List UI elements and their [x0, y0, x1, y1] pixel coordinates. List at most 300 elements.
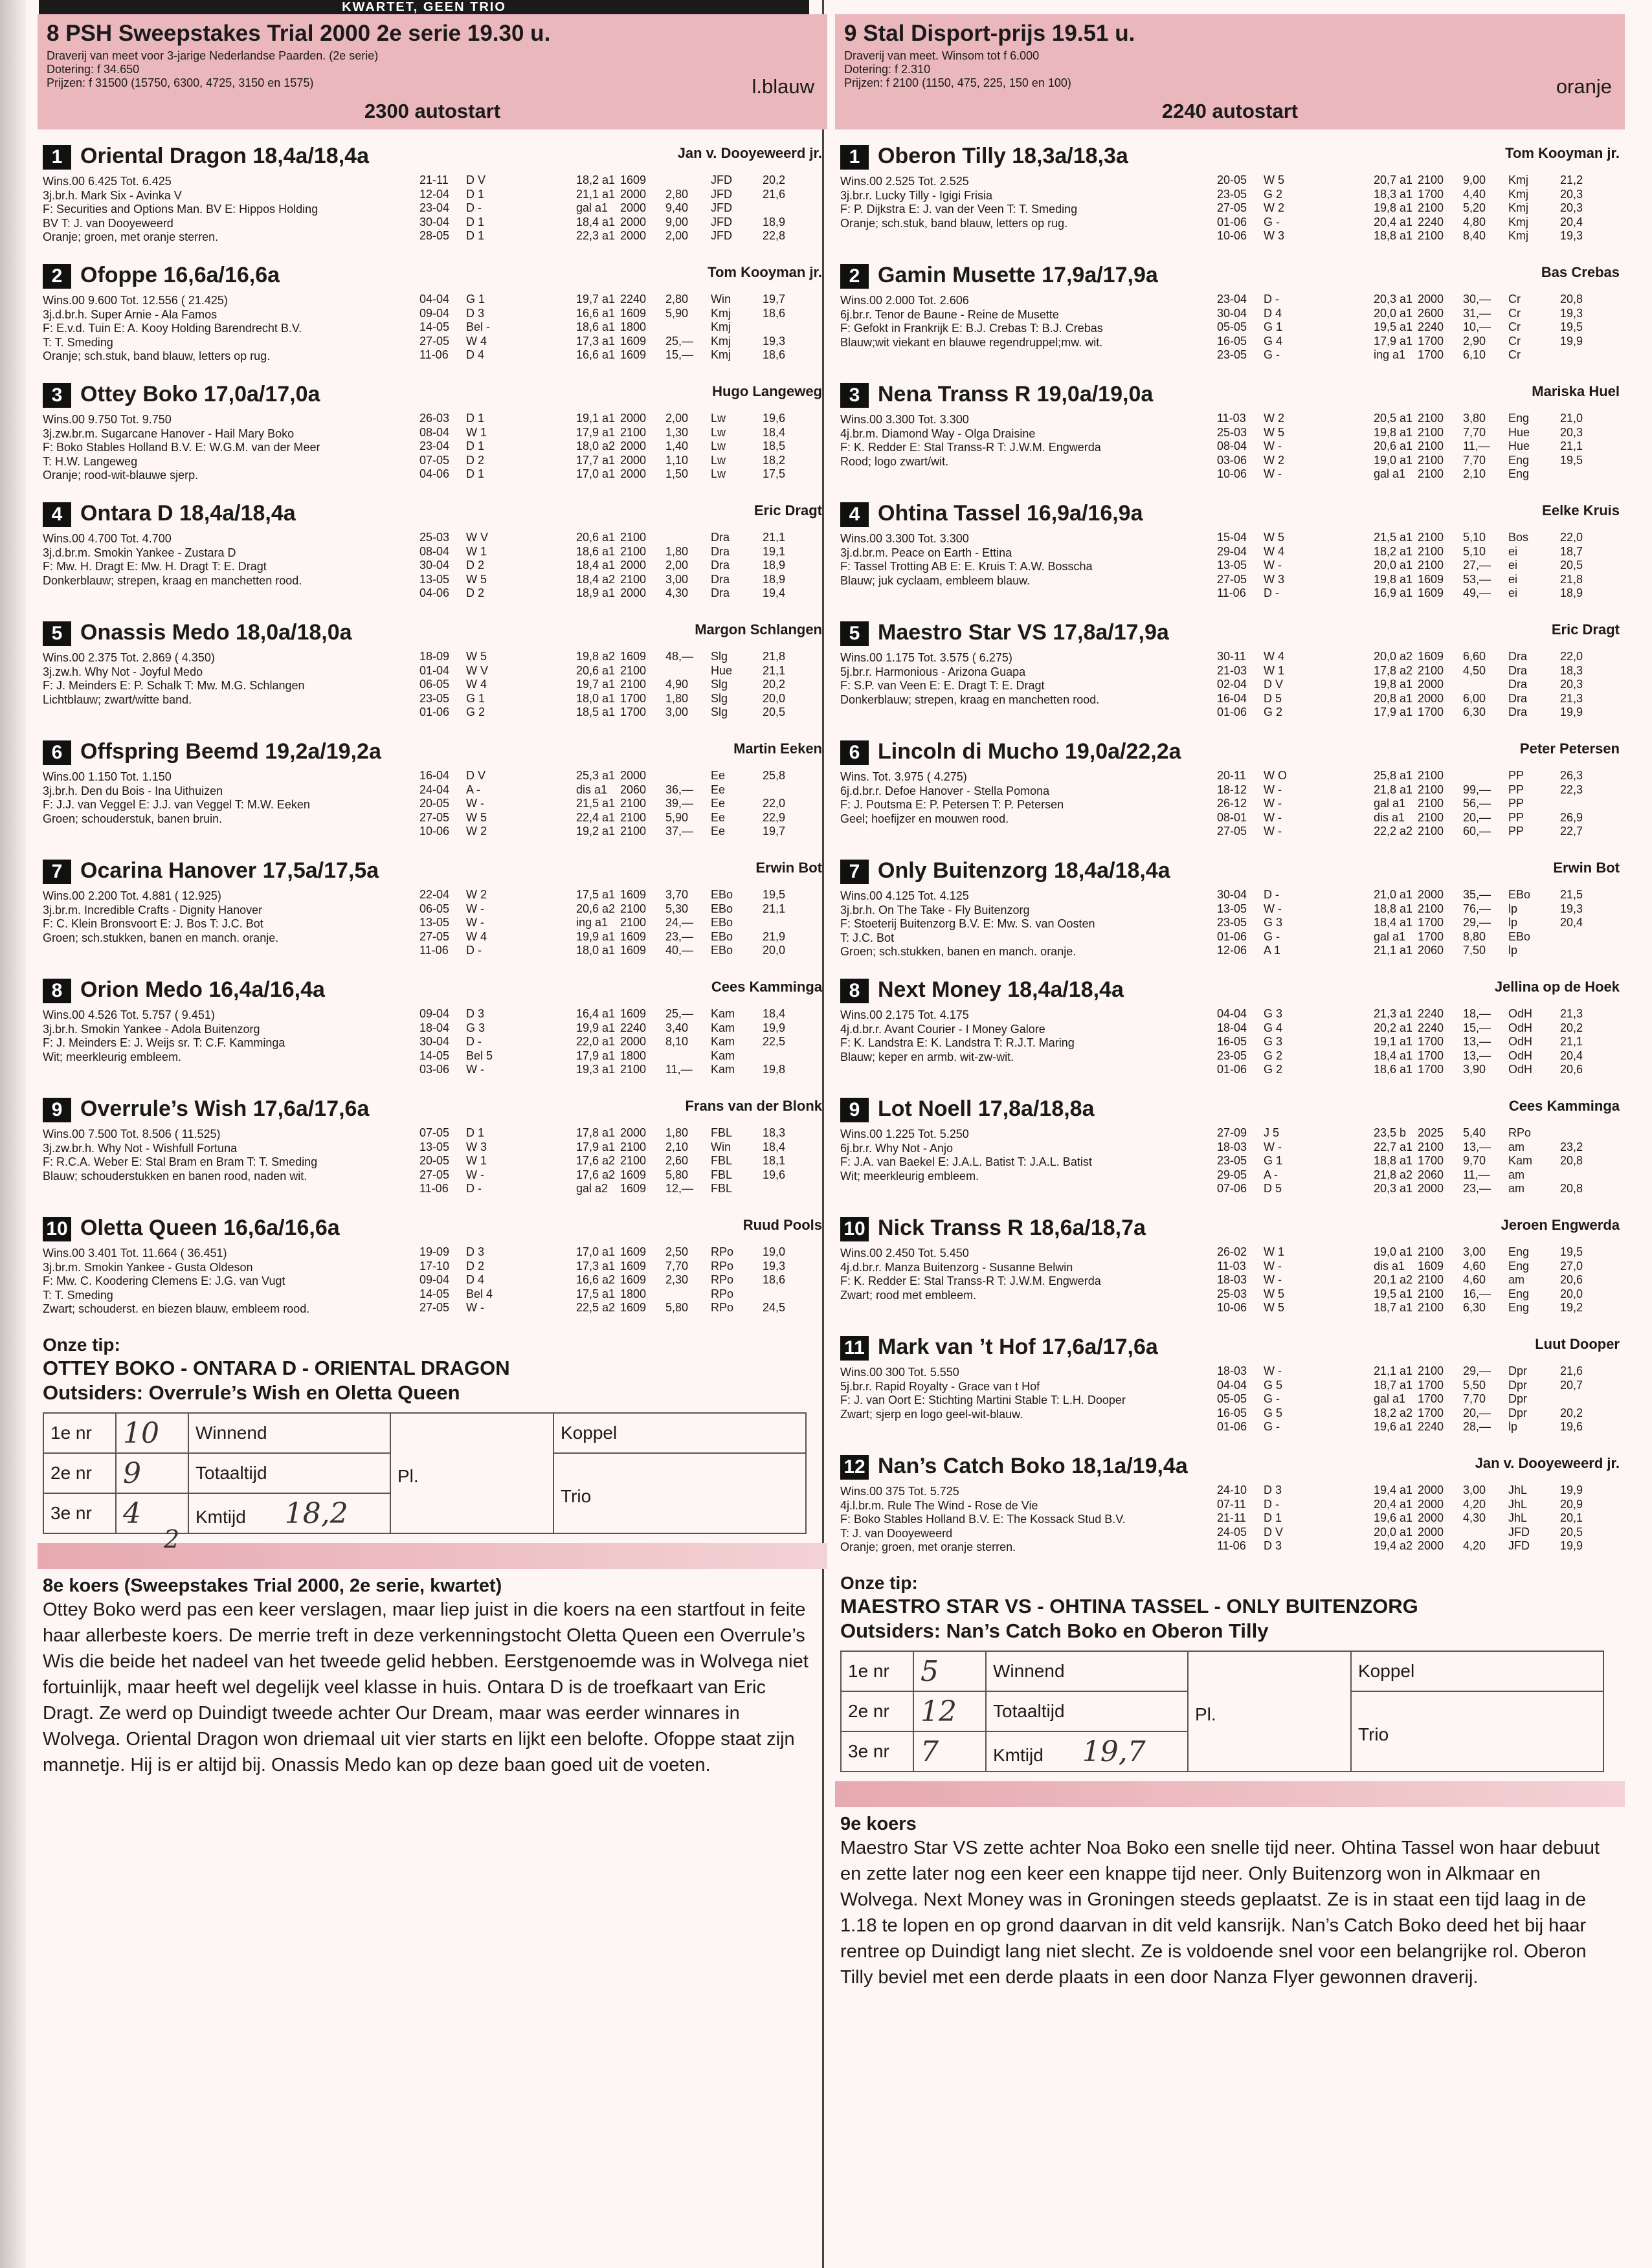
- horse-info-line: Groen; schouderstuk, banen bruin.: [43, 812, 223, 825]
- start-row: [419, 797, 785, 811]
- start-cell: 2,10: [1463, 467, 1486, 480]
- start-cell: 20,2 a1: [1374, 1021, 1413, 1034]
- horse-entry: [38, 971, 827, 1090]
- start-cell: 23-05: [419, 691, 450, 705]
- start-row: [419, 586, 785, 601]
- start-cell: Eng: [1508, 412, 1530, 425]
- start-number: 1: [840, 145, 869, 170]
- start-cell: 20,8: [1560, 293, 1583, 306]
- handwritten-first: 5: [913, 1651, 986, 1691]
- start-row: [1217, 706, 1583, 720]
- start-cell: 2240: [1418, 1420, 1444, 1433]
- pl-label: Pl.: [390, 1413, 553, 1533]
- horse-info: [43, 532, 412, 588]
- start-row: [419, 769, 785, 783]
- horse-info-line: T: T. Smeding: [43, 335, 113, 349]
- horse-info-line: 3j.br.h. Den du Bois - Ina Uithuizen: [43, 784, 223, 797]
- start-cell: 2100: [1418, 1287, 1444, 1300]
- horse-info: [43, 1008, 412, 1064]
- start-cell: 18,6: [763, 348, 786, 361]
- start-cell: 6,10: [1463, 348, 1486, 361]
- start-cell: 18,4 a2: [576, 572, 616, 586]
- start-cell: am: [1508, 1140, 1525, 1153]
- start-cell: G 5: [1264, 1378, 1283, 1392]
- start-cell: W -: [1264, 902, 1282, 915]
- horse-info-line: Wins.00 300 Tot. 5.550: [840, 1366, 959, 1379]
- start-cell: 21,1 a1: [1374, 1364, 1413, 1377]
- start-cell: 18,7 a1: [1374, 1378, 1413, 1392]
- start-cell: 26,9: [1560, 810, 1583, 824]
- recent-starts: [419, 650, 785, 720]
- start-cell: 21,5 a1: [576, 797, 616, 810]
- start-cell: ei: [1508, 586, 1518, 599]
- start-cell: 1800: [620, 1049, 647, 1062]
- start-cell: 18,7 a1: [1374, 1301, 1413, 1314]
- driver-name: Bas Crebas: [1541, 264, 1620, 280]
- horse-info-line: 3j.br.h. On The Take - Fly Buitenzorg: [840, 903, 1030, 917]
- horse-name-text: Only Buitenzorg 18,4a/18,4a: [878, 858, 1170, 883]
- start-cell: 26-02: [1217, 1245, 1247, 1258]
- start-cell: 2100: [1418, 663, 1444, 677]
- start-cell: 19-09: [419, 1245, 450, 1258]
- start-cell: 29-04: [1217, 544, 1247, 558]
- start-cell: 19,6 a1: [1374, 1420, 1413, 1433]
- horse-name: [840, 620, 1169, 646]
- start-cell: 2100: [1418, 825, 1444, 838]
- start-cell: 01-06: [1217, 215, 1247, 228]
- start-cell: 2100: [620, 572, 647, 586]
- start-cell: EBo: [711, 929, 733, 943]
- start-cell: D -: [466, 944, 482, 957]
- start-cell: 20,8 a1: [1374, 691, 1413, 705]
- start-cell: W -: [1264, 1140, 1282, 1153]
- horse-name-text: Lot Noell 17,8a/18,8a: [878, 1096, 1095, 1121]
- start-cell: 19,9: [1560, 1484, 1583, 1496]
- horse-info-line: Wins.00 3.401 Tot. 11.664 ( 36.451): [43, 1247, 227, 1260]
- top-banner: KWARTET, GEEN TRIO: [39, 0, 809, 14]
- start-row: [419, 944, 785, 958]
- start-cell: G 2: [1264, 706, 1283, 718]
- start-cell: 23,—: [665, 929, 694, 943]
- start-cell: Eng: [1508, 467, 1530, 480]
- horse-info-line: Wins.00 4.526 Tot. 5.757 ( 9.451): [43, 1008, 215, 1021]
- start-row: [1217, 559, 1583, 573]
- start-cell: 21,3: [1560, 1007, 1583, 1020]
- start-row: [419, 188, 785, 202]
- horse-info-line: 6j.br.r. Why Not - Anjo: [840, 1141, 954, 1155]
- start-row: [1217, 944, 1583, 958]
- start-cell: 2100: [1418, 201, 1444, 214]
- start-cell: W -: [1264, 810, 1282, 824]
- start-cell: 21,0 a1: [1374, 888, 1413, 901]
- start-cell: G 5: [1264, 1406, 1283, 1419]
- horse-entry: [38, 852, 827, 971]
- start-cell: JhL: [1508, 1511, 1528, 1524]
- start-cell: Lw: [711, 439, 726, 452]
- start-cell: 2100: [620, 1154, 647, 1167]
- start-cell: 2000: [620, 559, 647, 572]
- start-cell: 19,8 a2: [576, 650, 616, 663]
- horse-name-text: Overrule’s Wish 17,6a/17,6a: [80, 1096, 370, 1121]
- horse-name: [43, 620, 352, 646]
- recent-starts: [1217, 1484, 1583, 1553]
- start-cell: 19,9: [763, 1021, 786, 1034]
- start-cell: 18,2 a2: [1374, 1406, 1413, 1419]
- start-row: [1217, 1484, 1583, 1498]
- start-cell: 1,80: [665, 544, 689, 558]
- start-cell: 18,3: [1560, 663, 1583, 677]
- start-cell: W -: [1264, 1364, 1282, 1377]
- horse-info-line: 3j.zw.h. Why Not - Joyful Medo: [43, 665, 203, 678]
- start-cell: 30-04: [1217, 306, 1247, 320]
- start-row: [419, 1245, 785, 1260]
- start-cell: 8,10: [665, 1035, 689, 1048]
- start-cell: W 1: [466, 544, 487, 558]
- start-cell: EBo: [711, 944, 733, 957]
- start-cell: 2240: [1418, 1021, 1444, 1034]
- start-cell: 19,8 a1: [1374, 201, 1413, 214]
- horse-name: [840, 382, 1153, 408]
- start-cell: [1463, 678, 1508, 692]
- horse-info-line: 3j.br.r. Lucky Tilly - Igigi Frisia: [840, 188, 993, 202]
- start-cell: G 2: [1264, 1049, 1283, 1062]
- start-cell: 22,3: [1560, 783, 1583, 796]
- horse-info-line: F: K. Landstra E: K. Landstra T: R.J.T. Maring: [840, 1036, 1075, 1049]
- start-row: [419, 439, 785, 454]
- start-cell: 18-09: [419, 650, 450, 663]
- start-cell: 23-05: [1217, 348, 1247, 361]
- start-cell: Kam: [711, 1035, 735, 1048]
- horse-name: [43, 1096, 369, 1122]
- start-cell: 18,8 a1: [1374, 1154, 1413, 1167]
- handwritten-first: 10: [116, 1413, 188, 1453]
- horse-entry: [835, 137, 1625, 256]
- horse-name: [43, 858, 379, 884]
- race-description: Draverij van meet. Winsom tot f 6.000: [844, 49, 1040, 62]
- start-cell: 2,10: [665, 1140, 689, 1153]
- start-cell: 17,5 a1: [576, 1287, 616, 1300]
- horse-entry: [835, 733, 1625, 852]
- start-cell: 2100: [1418, 810, 1444, 824]
- horse-info-line: 6j.d.br.r. Defoe Hanover - Stella Pomona: [840, 784, 1050, 797]
- start-cell: 19,0 a1: [1374, 1245, 1413, 1258]
- start-cell: 2100: [1418, 412, 1444, 425]
- start-cell: 21,1: [763, 902, 786, 915]
- start-cell: Slg: [711, 706, 728, 718]
- start-cell: 21,5: [1560, 888, 1583, 901]
- driver-name: Frans van der Blonk: [685, 1098, 822, 1114]
- start-cell: W -: [1264, 467, 1282, 480]
- start-cell: 29,—: [1463, 916, 1491, 929]
- start-number: 10: [43, 1217, 71, 1241]
- start-cell: 22,7: [1560, 825, 1583, 838]
- start-cell: RPo: [711, 1259, 734, 1273]
- start-cell: 24,5: [763, 1301, 786, 1314]
- start-cell: 09-04: [419, 306, 450, 320]
- start-cell: 5,30: [665, 902, 689, 915]
- start-cell: 6,00: [1463, 691, 1486, 705]
- start-cell: 2000: [1418, 1497, 1444, 1511]
- start-cell: Win: [711, 293, 731, 306]
- comment-text: Ottey Boko werd pas een keer verslagen, maar liep juist in die koers na een startfout in feite haar allerbeste koers. De merrie treft in deze verkenningstocht Oletta Queen een Overrule’s Wis die beide het nadeel van het tweede gelid hebben. Eerstgenoemde was in Wolvega niet fortuinlijk, maar heeft wel degelijk veel klasse in huis. Ontara D is de troefkaart van Eric Dragt. Ze werd op Duindigt tweede achter Our Dream, maar was eerder winnares in Wolvega. Oriental Dragon won driemaal uit vier starts en lijkt een belofte. Ofoppe staat zijn mannetje. Hij is er altijd bij. Onassis Medo kan op deze baan goed uit de voeten.: [43, 1599, 809, 1775]
- start-cell: Dpr: [1508, 1364, 1528, 1377]
- recent-starts: [419, 293, 785, 362]
- start-row: [1217, 1498, 1583, 1512]
- start-row: [1217, 692, 1583, 706]
- start-cell: 19,3: [763, 334, 786, 348]
- start-row: [419, 1007, 785, 1021]
- start-cell: 7,70: [665, 1259, 689, 1273]
- start-cell: 18,6 a1: [1374, 1063, 1413, 1076]
- horse-name: [840, 858, 1170, 884]
- start-cell: 21,6: [763, 187, 786, 201]
- start-cell: Slg: [711, 678, 728, 691]
- start-cell: Dra: [711, 544, 730, 558]
- horse-entry: [38, 1209, 827, 1328]
- start-cell: 4,20: [1463, 1539, 1486, 1552]
- start-cell: Kmj: [1508, 229, 1528, 242]
- start-cell: JFD: [711, 229, 732, 242]
- start-row: [1217, 1539, 1583, 1553]
- row-label: 1e nr: [43, 1413, 116, 1453]
- horse-info-line: T: H.W. Langeweg: [43, 454, 138, 468]
- start-cell: W 2: [466, 888, 487, 901]
- start-row: [419, 1273, 785, 1287]
- start-cell: 1700: [1418, 187, 1444, 201]
- start-cell: 2000: [1418, 1182, 1444, 1195]
- start-cell: 17,9 a1: [576, 1049, 616, 1062]
- start-cell: JhL: [1508, 1497, 1528, 1511]
- start-cell: 21,8 a1: [1374, 783, 1413, 796]
- start-row: [1217, 1301, 1583, 1315]
- start-cell: gal a1: [1374, 929, 1406, 943]
- horse-info-line: 4j.d.br.r. Manza Buitenzorg - Susanne Belwin: [840, 1260, 1073, 1274]
- start-cell: 13,—: [1463, 1140, 1491, 1153]
- horse-name-text: Mark van ’t Hof 17,6a/17,6a: [878, 1335, 1158, 1359]
- start-row: [1217, 201, 1583, 216]
- start-row: [1217, 930, 1583, 944]
- handwritten-fourth: 2: [164, 1525, 180, 1553]
- start-cell: 16-04: [1217, 691, 1247, 705]
- horse-info-line: F: J. Poutsma E: P. Petersen T: P. Petersen: [840, 798, 1064, 811]
- horse-info: [43, 1128, 412, 1183]
- start-cell: 21-11: [1217, 1511, 1246, 1524]
- horse-info-line: F: S.P. van Veen E: E. Dragt T: E. Dragt: [840, 679, 1045, 692]
- recent-starts: [1217, 173, 1583, 243]
- start-cell: 22,8: [763, 229, 786, 242]
- start-cell: 18,9: [1560, 586, 1583, 599]
- horse-name: [43, 977, 325, 1003]
- start-cell: W 5: [466, 810, 487, 824]
- start-cell: 05-05: [1217, 1392, 1247, 1405]
- start-cell: W 1: [466, 1154, 487, 1167]
- start-cell: W 5: [1264, 531, 1285, 544]
- start-cell: 1700: [1418, 1406, 1444, 1419]
- start-cell: 2,60: [665, 1154, 689, 1167]
- start-cell: 48,—: [665, 650, 694, 663]
- start-cell: 1609: [620, 334, 647, 348]
- start-cell: 20,3: [1560, 425, 1583, 439]
- start-cell: 25,8 a1: [1374, 769, 1413, 782]
- start-cell: 21,3 a1: [1374, 1007, 1413, 1020]
- start-row: [1217, 1007, 1583, 1021]
- start-cell: 19,9: [1560, 706, 1583, 718]
- start-cell: 22,0: [763, 797, 786, 810]
- start-cell: 2060: [1418, 944, 1444, 957]
- driver-name: Erwin Bot: [755, 860, 822, 876]
- start-cell: G 4: [1264, 1021, 1283, 1034]
- start-cell: 99,—: [1463, 783, 1491, 796]
- recent-starts: [1217, 412, 1583, 482]
- start-cell: 14-05: [419, 1049, 450, 1062]
- start-cell: Ee: [711, 769, 726, 782]
- horse-info: [840, 1485, 1209, 1555]
- start-cell: 18,6 a1: [576, 320, 616, 333]
- start-row: [419, 1021, 785, 1036]
- start-cell: 7,50: [1463, 944, 1486, 957]
- start-cell: lp: [1508, 902, 1518, 915]
- start-cell: 5,90: [665, 306, 689, 320]
- start-number: 2: [840, 264, 869, 289]
- driver-name: Tom Kooyman jr.: [708, 264, 822, 280]
- start-cell: 27-05: [1217, 572, 1247, 586]
- start-cell: 16-04: [419, 769, 450, 782]
- start-cell: Ee: [711, 783, 726, 796]
- start-cell: 21,0: [1560, 412, 1583, 425]
- start-cell: 01-06: [1217, 1420, 1247, 1433]
- horse-info-line: Wins.00 9.750 Tot. 9.750: [43, 413, 172, 426]
- horse-info-line: Oranje; rood-wit-blauwe sjerp.: [43, 469, 199, 482]
- horse-info: [840, 1247, 1209, 1302]
- start-row: [419, 692, 785, 706]
- start-cell: 09-04: [419, 1273, 450, 1286]
- winnend-label: Winnend: [188, 1413, 390, 1453]
- horse-info-line: Wins.00 2.200 Tot. 4.881 ( 12.925): [43, 889, 221, 902]
- start-cell: Kam: [711, 1063, 735, 1076]
- start-cell: Win: [711, 1140, 731, 1153]
- race-prizes: Prijzen: f 31500 (15750, 6300, 4725, 3150 en 1575): [47, 76, 314, 89]
- start-row: [1217, 293, 1583, 307]
- start-cell: 23-05: [1217, 916, 1247, 929]
- start-cell: 30-11: [1217, 650, 1246, 663]
- start-cell: 2100: [620, 425, 647, 439]
- start-cell: 1700: [1418, 1378, 1444, 1392]
- horse-name: [840, 1454, 1188, 1480]
- start-cell: 26,3: [1560, 769, 1583, 782]
- start-cell: 22,7 a1: [1374, 1140, 1413, 1153]
- driver-name: Jan v. Dooyeweerd jr.: [1475, 1455, 1620, 1471]
- start-cell: 12-04: [419, 187, 450, 201]
- start-cell: D 2: [466, 559, 485, 572]
- start-cell: G 1: [1264, 320, 1283, 333]
- horse-info: [840, 413, 1209, 469]
- start-cell: 2000: [1418, 678, 1444, 691]
- start-cell: 2100: [620, 663, 647, 677]
- start-cell: D 5: [1264, 1182, 1282, 1195]
- start-cell: 18,0 a1: [576, 944, 616, 957]
- start-cell: 18,4: [763, 1140, 786, 1153]
- start-cell: Kmj: [1508, 187, 1528, 201]
- tip-text: OTTEY BOKO - ONTARA D - ORIENTAL DRAGON: [43, 1357, 510, 1379]
- start-cell: 23-04: [419, 439, 450, 452]
- start-cell: 17,8 a1: [576, 1126, 616, 1139]
- horse-info-line: Wit; meerkleurig embleem.: [43, 1050, 182, 1063]
- start-row: [1217, 1273, 1583, 1287]
- start-cell: 1800: [620, 320, 647, 333]
- start-cell: Kmj: [711, 348, 731, 361]
- start-cell: gal a1: [1374, 1392, 1406, 1405]
- start-cell: JFD: [1508, 1525, 1530, 1539]
- start-cell: 76,—: [1463, 902, 1491, 915]
- horse-info-line: 4j.d.br.r. Avant Courier - I Money Galore: [840, 1022, 1045, 1036]
- start-row: [1217, 1364, 1583, 1379]
- start-cell: 04-04: [1217, 1378, 1247, 1392]
- horse-info: [43, 889, 412, 945]
- start-cell: 2060: [620, 783, 647, 796]
- start-cell: 25-03: [1217, 425, 1247, 439]
- row-label: 3e nr: [43, 1493, 116, 1533]
- start-cell: 21,1: [763, 663, 786, 677]
- start-number: 7: [43, 860, 71, 884]
- start-cell: 11-06: [419, 348, 449, 361]
- start-row: [1217, 769, 1583, 783]
- start-cell: 25-03: [1217, 1287, 1247, 1300]
- start-cell: 1609: [620, 348, 647, 361]
- horse-info-line: 4j.l.br.m. Rule The Wind - Rose de Vie: [840, 1498, 1038, 1512]
- start-cell: 20,5: [1560, 1525, 1583, 1539]
- start-cell: 2,50: [665, 1245, 689, 1258]
- start-cell: 08-04: [419, 425, 450, 439]
- start-cell: 19,7: [763, 825, 786, 838]
- horse-name: [840, 739, 1181, 765]
- start-row: [419, 173, 785, 188]
- start-cell: ing a1: [1374, 348, 1406, 361]
- start-cell: 20,7 a1: [1374, 173, 1413, 186]
- start-cell: Lw: [711, 453, 726, 467]
- start-cell: RPo: [711, 1245, 734, 1258]
- start-cell: 20,6 a1: [576, 663, 616, 677]
- start-cell: 56,—: [1463, 797, 1491, 810]
- start-cell: 19,3: [1560, 902, 1583, 915]
- start-cell: 9,40: [665, 201, 689, 214]
- start-cell: 20,0: [763, 691, 786, 705]
- start-cell: 30-04: [1217, 888, 1247, 901]
- start-row: [419, 1126, 785, 1140]
- start-cell: G -: [1264, 348, 1280, 361]
- start-cell: Eng: [1508, 1287, 1530, 1300]
- start-number: 3: [43, 383, 71, 408]
- start-cell: 1609: [620, 944, 647, 957]
- start-cell: 16-05: [1217, 1406, 1247, 1419]
- start-cell: 1700: [1418, 1035, 1444, 1048]
- start-cell: 39,—: [665, 797, 694, 810]
- start-cell: 1609: [1418, 586, 1444, 599]
- start-row: [419, 1049, 785, 1063]
- horse-info-line: Groen; sch.stukken, banen en manch. oranje.: [840, 945, 1077, 958]
- horse-name-text: Nick Transs R 18,6a/18,7a: [878, 1216, 1146, 1240]
- start-cell: Cr: [1508, 334, 1521, 348]
- horse-name: [840, 1096, 1095, 1122]
- handwritten-third: 7: [913, 1731, 986, 1772]
- start-cell: 2100: [1418, 425, 1444, 439]
- horse-info-line: F: R.C.A. Weber E: Stal Bram en Bram T: T. Smeding: [43, 1155, 318, 1168]
- horse-info-line: F: K. Redder E: Stal Transs-R T: J.W.M. Engwerda: [840, 1274, 1101, 1287]
- start-cell: EBo: [711, 888, 733, 901]
- horse-info-line: F: J. Meinders E: P. Schalk T: Mw. M.G. Schlangen: [43, 679, 305, 692]
- start-cell: W 4: [466, 929, 487, 943]
- start-row: [1217, 348, 1583, 362]
- start-cell: W V: [466, 663, 488, 677]
